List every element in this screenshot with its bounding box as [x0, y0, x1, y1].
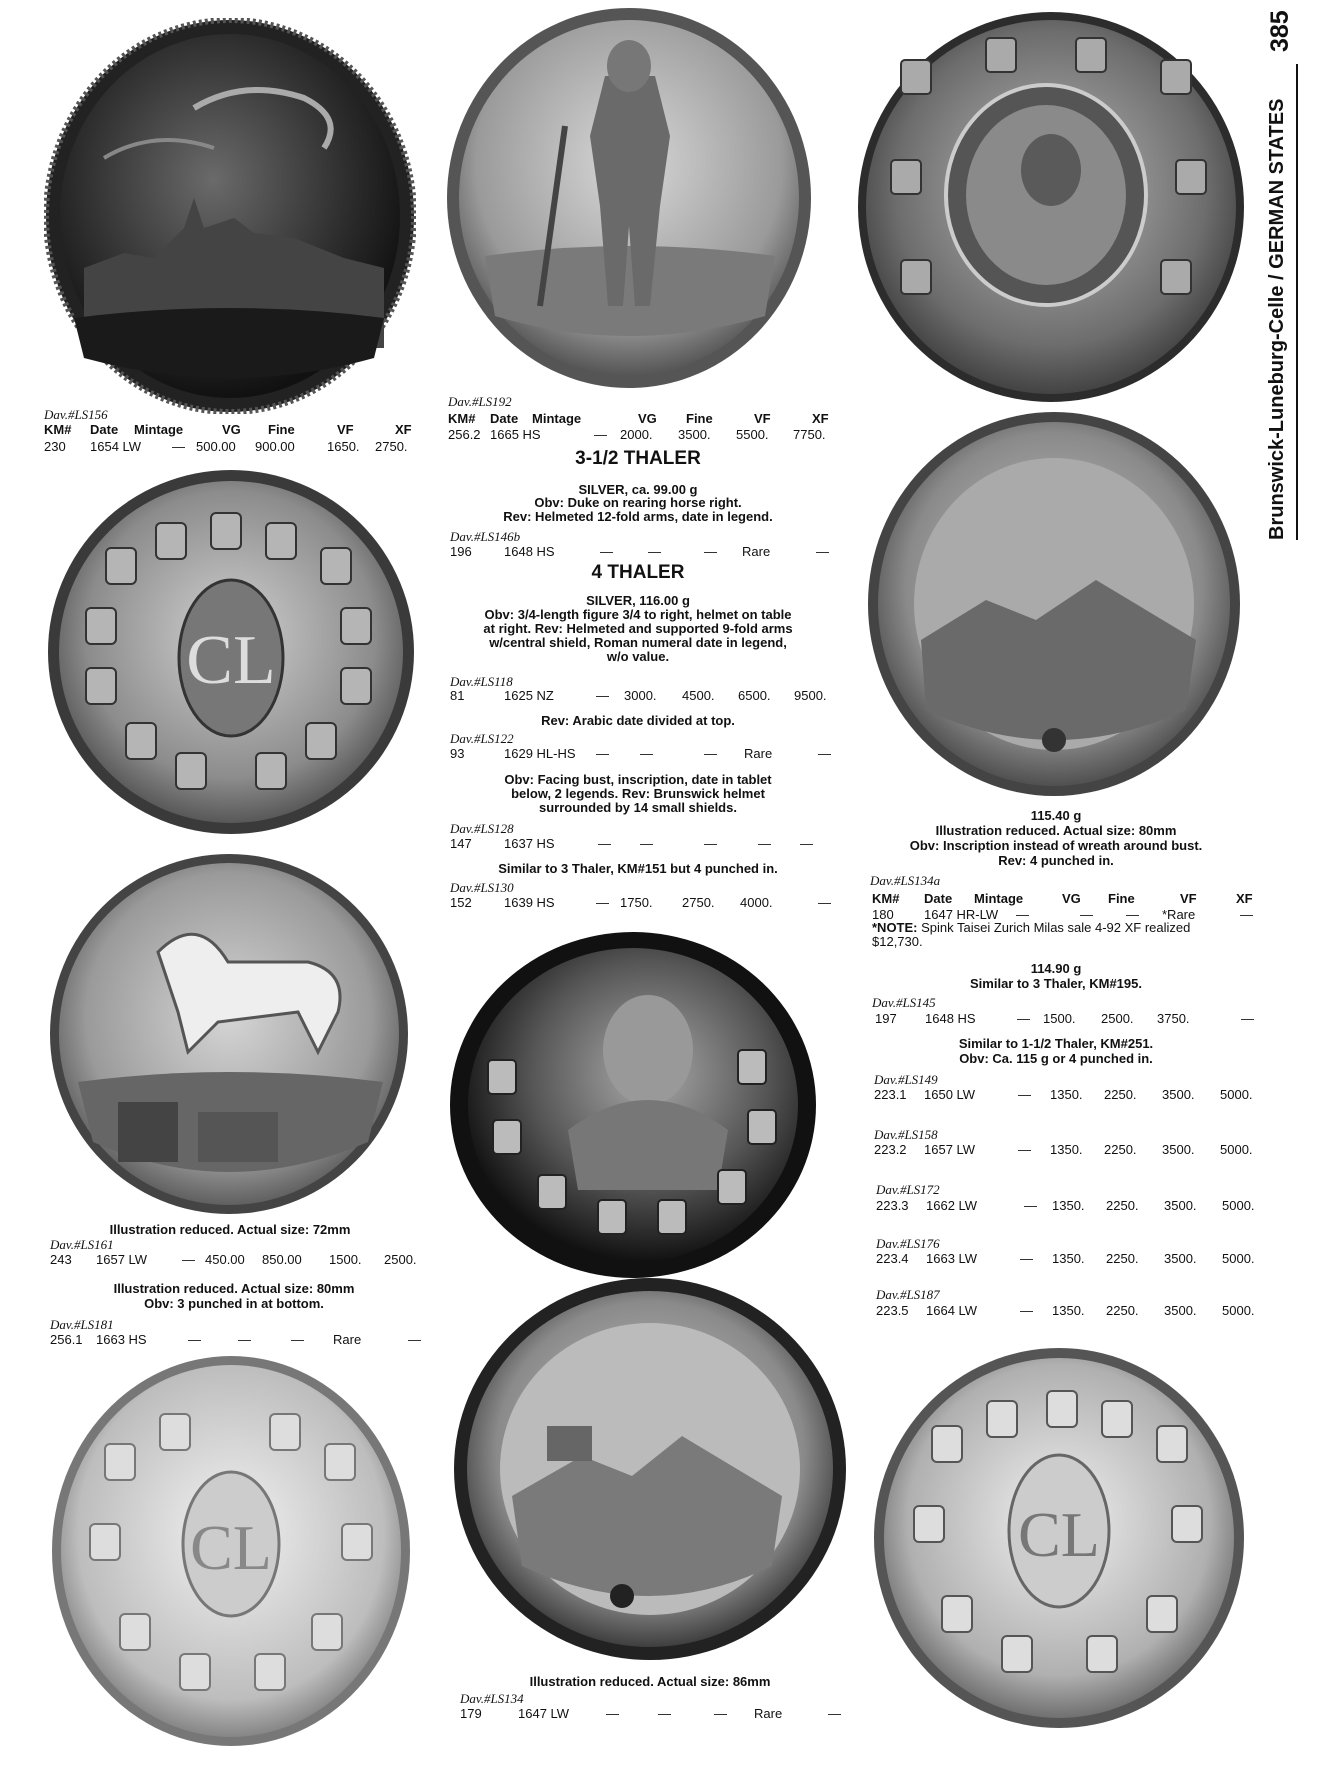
table-cell: 450.00 [205, 1252, 245, 1267]
table-cell: 1350. [1050, 1087, 1083, 1102]
table-cell: 2500. [1101, 1011, 1134, 1026]
table-cell: — [172, 439, 185, 454]
table-cell: — [704, 836, 717, 851]
table-cell: 1650 LW [924, 1087, 976, 1102]
column-header: KM# [44, 422, 72, 437]
table-cell: 1637 HS [504, 836, 555, 851]
table-cell: 4500. [682, 688, 715, 703]
table-cell: 2250. [1106, 1251, 1139, 1266]
table-cell: 152 [450, 895, 472, 910]
table-cell: 850.00 [262, 1252, 302, 1267]
table-cell: 3500. [1164, 1198, 1197, 1213]
caption: Illustration reduced. Actual size: 72mm [109, 1222, 351, 1237]
table-row [450, 896, 830, 910]
table-cell: 5500. [736, 427, 769, 442]
dav-number: Dav.#LS158 [874, 1127, 938, 1142]
table-cell: 3500. [1162, 1087, 1195, 1102]
description: Obv: Ca. 115 g or 4 punched in. [959, 1051, 1153, 1066]
table-cell: — [658, 1706, 671, 1721]
column-header: Fine [268, 422, 295, 437]
table-cell: Rare [744, 746, 773, 761]
table-cell: — [238, 1332, 251, 1347]
description: Rev: Helmeted 12-fold arms, date in legend. [503, 509, 773, 524]
table-row [876, 1304, 1266, 1318]
table-cell: 1350. [1052, 1303, 1085, 1318]
table-cell: — [1080, 907, 1093, 922]
dav-number: Dav.#LS146b [450, 529, 521, 544]
footnote-text: Spink Taisei Zurich Milas sale 4-92 XF realized [917, 920, 1191, 935]
caption: Illustration reduced. Actual size: 80mm [935, 823, 1177, 838]
column-header: Mintage [532, 411, 582, 426]
table-cell: — [596, 688, 609, 703]
table-row [448, 428, 828, 442]
dav-number: Dav.#LS176 [876, 1236, 940, 1251]
table-cell: — [704, 544, 717, 559]
column-header: Date [490, 411, 519, 426]
table-cell: 2500. [384, 1252, 417, 1267]
table-cell: — [800, 836, 813, 851]
table-cell: — [596, 895, 609, 910]
table-cell: — [596, 746, 609, 761]
description: w/central shield, Roman numeral date in legend, [489, 635, 787, 650]
description: Obv: Facing bust, inscription, date in tablet [504, 772, 772, 787]
table-cell: Rare [333, 1332, 362, 1347]
table-cell: 1654 LW [90, 439, 142, 454]
svg-text:CL: CL [186, 622, 276, 699]
column-header: Mintage [134, 422, 184, 437]
column-header: KM# [448, 411, 476, 426]
table-cell: 3500. [1164, 1303, 1197, 1318]
footnote-label: *NOTE: [872, 920, 918, 935]
column-header: VG [638, 411, 657, 426]
specification: SILVER, ca. 99.00 g [578, 482, 698, 497]
table-cell: — [816, 544, 829, 559]
column-header: VG [1062, 891, 1081, 906]
table-row [460, 1707, 840, 1721]
table-cell: 1648 HS [925, 1011, 976, 1026]
table-cell: 1648 HS [504, 544, 555, 559]
column-header: Fine [686, 411, 713, 426]
description: w/o value. [606, 649, 670, 664]
table-cell: — [818, 746, 831, 761]
table-cell: — [1018, 1087, 1031, 1102]
table-cell: 197 [875, 1011, 897, 1026]
table-cell: 5000. [1222, 1198, 1255, 1213]
table-row [450, 747, 830, 761]
dav-number: Dav.#LS156 [44, 407, 108, 422]
table-cell: — [1240, 907, 1253, 922]
coin-image-monogram-arms-c [872, 1346, 1246, 1730]
table-cell: — [182, 1252, 195, 1267]
column-header: Date [90, 422, 119, 437]
table-cell: 2750. [375, 439, 408, 454]
table-cell: 6500. [738, 688, 771, 703]
coin-image-wild-man [445, 6, 813, 391]
table-cell: — [1241, 1011, 1254, 1026]
table-cell: — [188, 1332, 201, 1347]
table-cell: 1657 LW [924, 1142, 976, 1157]
table-cell: 147 [450, 836, 472, 851]
table-cell: — [1126, 907, 1139, 922]
table-cell: 243 [50, 1252, 72, 1267]
table-row [876, 1199, 1266, 1213]
column-header: VF [754, 411, 771, 426]
table-cell: 5000. [1220, 1087, 1253, 1102]
coin-image-duke-bust [448, 930, 818, 1280]
table-cell: — [818, 895, 831, 910]
table-cell: 179 [460, 1706, 482, 1721]
dav-number: Dav.#LS161 [50, 1237, 114, 1252]
table-cell: — [640, 836, 653, 851]
table-header [448, 412, 828, 426]
table-cell: 223.4 [876, 1251, 909, 1266]
description: Similar to 3 Thaler, KM#195. [970, 976, 1142, 991]
table-cell: 223.2 [874, 1142, 907, 1157]
table-cell: — [408, 1332, 421, 1347]
svg-text:CL: CL [190, 1512, 272, 1583]
description: Obv: 3/4-length figure 3/4 to right, helmet on table [484, 607, 792, 622]
table-cell: 1662 LW [926, 1198, 978, 1213]
section-title: 3-1/2 THALER [575, 448, 701, 469]
table-cell: 1664 LW [926, 1303, 978, 1318]
table-cell: 3500. [1164, 1251, 1197, 1266]
dav-number: Dav.#LS172 [876, 1182, 940, 1197]
table-row [876, 1252, 1266, 1266]
table-cell: 2750. [682, 895, 715, 910]
table-row [450, 837, 830, 851]
table-cell: 180 [872, 907, 894, 922]
table-row [450, 545, 830, 559]
table-cell: 223.1 [874, 1087, 907, 1102]
table-cell: 1500. [329, 1252, 362, 1267]
table-cell: — [606, 1706, 619, 1721]
description: Obv: Duke on rearing horse right. [534, 495, 742, 510]
column-header: Mintage [974, 891, 1024, 906]
table-row [875, 1012, 1265, 1026]
table-cell: 196 [450, 544, 472, 559]
table-cell: 9500. [794, 688, 827, 703]
table-cell: 230 [44, 439, 66, 454]
table-cell: — [1018, 1142, 1031, 1157]
table-cell: — [1020, 1303, 1033, 1318]
column-header: XF [1236, 891, 1253, 906]
table-cell: 1639 HS [504, 895, 555, 910]
column-header: XF [395, 422, 412, 437]
table-cell: — [828, 1706, 841, 1721]
weight: 114.90 g [1030, 961, 1082, 976]
table-cell: — [598, 836, 611, 851]
dav-number: Dav.#LS128 [450, 821, 514, 836]
table-cell: 1350. [1052, 1251, 1085, 1266]
table-row [874, 1143, 1264, 1157]
table-row [50, 1333, 430, 1347]
table-header [44, 423, 424, 437]
dav-number: Dav.#LS181 [50, 1317, 114, 1332]
specification: SILVER, 116.00 g [586, 593, 690, 608]
table-cell: 1629 HL-HS [504, 746, 576, 761]
dav-number: Dav.#LS187 [876, 1287, 940, 1302]
table-cell: 256.1 [50, 1332, 83, 1347]
table-row [874, 1088, 1264, 1102]
table-cell: 5000. [1222, 1251, 1255, 1266]
caption: Illustration reduced. Actual size: 86mm [529, 1674, 771, 1689]
table-cell: 500.00 [196, 439, 236, 454]
dav-number: Dav.#LS118 [450, 674, 513, 689]
column-header: XF [812, 411, 829, 426]
dav-number: Dav.#LS149 [874, 1072, 938, 1087]
section-title: 4 THALER [591, 562, 685, 583]
table-cell: — [704, 746, 717, 761]
table-cell: — [714, 1706, 727, 1721]
caption: Rev: 4 punched in. [998, 853, 1114, 868]
description: surrounded by 14 small shields. [539, 800, 737, 815]
table-row [450, 689, 830, 703]
table-cell: 5000. [1220, 1142, 1253, 1157]
column-header: VF [1180, 891, 1197, 906]
column-header: VG [222, 422, 241, 437]
table-cell: — [1017, 1011, 1030, 1026]
table-cell: 1647 HR-LW [924, 907, 999, 922]
table-cell: 2250. [1106, 1198, 1139, 1213]
table-cell: — [640, 746, 653, 761]
table-cell: 2250. [1104, 1142, 1137, 1157]
coin-image-horse [48, 852, 410, 1216]
coin-image-portrait-arms [856, 10, 1246, 404]
table-cell: 1647 LW [518, 1706, 570, 1721]
table-cell: 7750. [793, 427, 826, 442]
table-cell: 93 [450, 746, 465, 761]
table-cell: — [1020, 1251, 1033, 1266]
column-header: KM# [872, 891, 900, 906]
dav-number: Dav.#LS134 [460, 1691, 524, 1706]
table-cell: — [594, 427, 607, 442]
table-cell: 1650. [327, 439, 360, 454]
table-cell: 81 [450, 688, 465, 703]
table-cell: 1665 HS [490, 427, 541, 442]
table-cell: 1663 LW [926, 1251, 978, 1266]
table-row [44, 440, 424, 454]
dav-number: Dav.#LS134a [870, 873, 941, 888]
table-cell: 1350. [1050, 1142, 1083, 1157]
coin-image-monogram-arms-b [50, 1354, 412, 1748]
description: Similar to 3 Thaler, KM#151 but 4 punched in. [498, 861, 778, 876]
column-header: VF [337, 422, 354, 437]
coin-image-city-view [44, 18, 416, 414]
table-cell: 3750. [1157, 1011, 1190, 1026]
table-cell: — [291, 1332, 304, 1347]
table-cell: 5000. [1222, 1303, 1255, 1318]
table-row [50, 1253, 430, 1267]
table-cell: — [1016, 907, 1029, 922]
table-cell: 1663 HS [96, 1332, 147, 1347]
svg-text:CL: CL [1018, 1499, 1100, 1570]
coin-image-monogram-arms [46, 468, 416, 836]
table-cell: 1625 NZ [504, 688, 554, 703]
table-cell: 2250. [1106, 1303, 1139, 1318]
page-number: 385 [1266, 10, 1294, 52]
table-cell: Rare [742, 544, 771, 559]
column-header: Fine [1108, 891, 1135, 906]
table-cell: 1500. [1043, 1011, 1076, 1026]
table-header [872, 892, 1262, 906]
table-cell: — [758, 836, 771, 851]
coin-image-landscape-4b [452, 1276, 848, 1662]
table-cell: 4000. [740, 895, 773, 910]
table-cell: 3000. [624, 688, 657, 703]
caption: Obv: Inscription instead of wreath around bust. [909, 838, 1203, 853]
table-cell: 223.3 [876, 1198, 909, 1213]
running-head-rule [1296, 64, 1298, 540]
description: Similar to 1-1/2 Thaler, KM#251. [958, 1036, 1154, 1051]
table-cell: 3500. [1162, 1142, 1195, 1157]
table-cell: 256.2 [448, 427, 481, 442]
table-cell: Rare [754, 1706, 783, 1721]
table-cell: 900.00 [255, 439, 295, 454]
running-head: Brunswick-Luneburg-Celle / GERMAN STATES [1266, 98, 1288, 540]
column-header: Date [924, 891, 953, 906]
description: at right. Rev: Helmeted and supported 9-fold arms [483, 621, 793, 636]
dav-number: Dav.#LS130 [450, 880, 514, 895]
weight: 115.40 g [1030, 808, 1082, 823]
table-cell: — [1024, 1198, 1037, 1213]
table-cell: 3500. [678, 427, 711, 442]
table-cell: 2250. [1104, 1087, 1137, 1102]
table-cell: 223.5 [876, 1303, 909, 1318]
footnote-continued: $12,730. [872, 934, 923, 949]
dav-number: Dav.#LS145 [872, 995, 936, 1010]
table-cell: 2000. [620, 427, 653, 442]
coin-image-landscape-4 [866, 410, 1242, 798]
description: below, 2 legends. Rev: Brunswick helmet [511, 786, 765, 801]
table-cell: — [600, 544, 613, 559]
description: Rev: Arabic date divided at top. [541, 713, 735, 728]
dav-number: Dav.#LS192 [448, 394, 512, 409]
table-cell: *Rare [1162, 907, 1196, 922]
dav-number: Dav.#LS122 [450, 731, 514, 746]
table-cell: 1750. [620, 895, 653, 910]
table-cell: 1350. [1052, 1198, 1085, 1213]
footnote [872, 921, 1262, 935]
table-cell: — [648, 544, 661, 559]
table-cell: 1657 LW [96, 1252, 148, 1267]
caption: Obv: 3 punched in at bottom. [144, 1296, 324, 1311]
caption: Illustration reduced. Actual size: 80mm [113, 1281, 355, 1296]
